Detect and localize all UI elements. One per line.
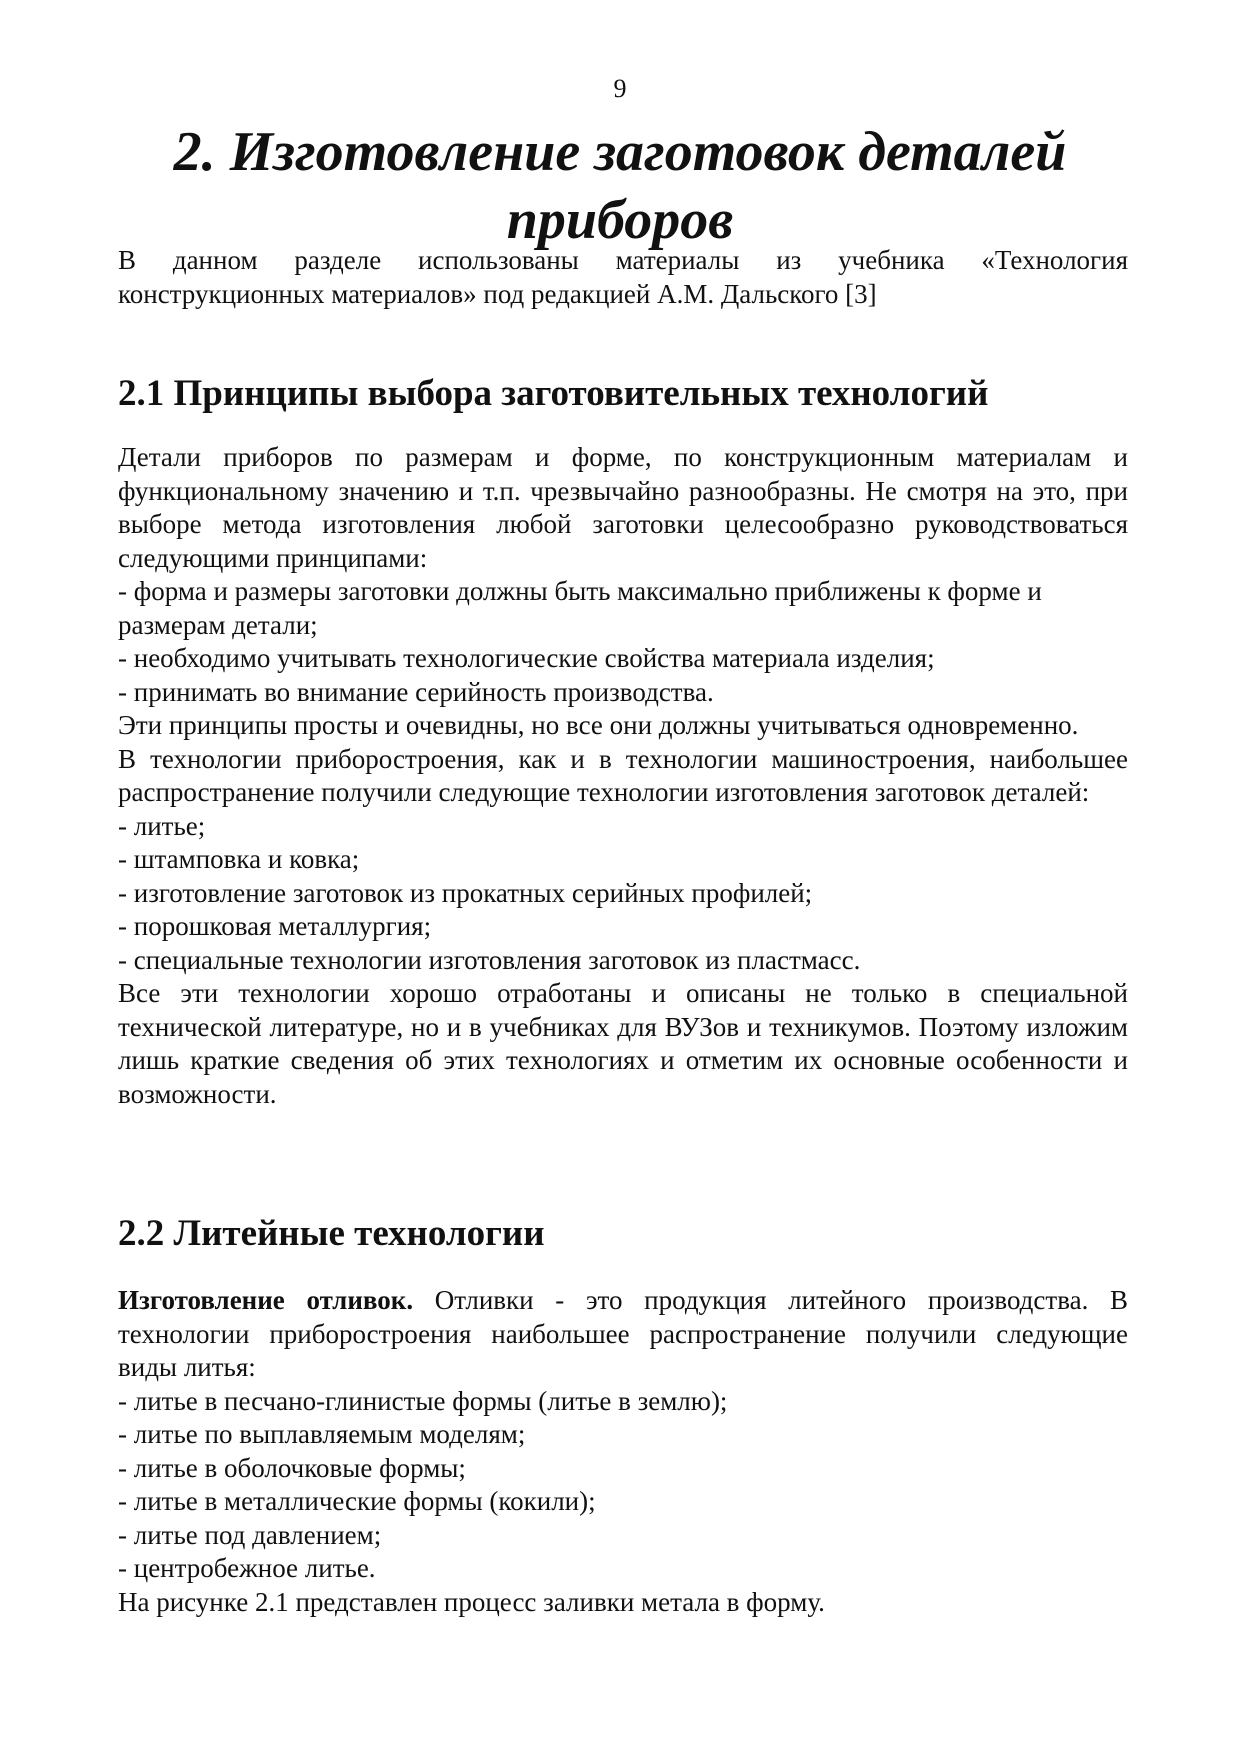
section-2-1-paragraph-4: Все эти технологии хорошо отработаны и описаны не только в специальной технической литературе, но и в учебниках для ВУЗов и техникумов. Поэтому изложим лишь краткие сведения об этих технологиях и отметим их основные особенности и возможности.: [118, 978, 1128, 1109]
list-item: - литье под давлением;: [118, 1519, 382, 1550]
intro-paragraph: В данном разделе использованы материалы из учебника «Технология конструкционных материалов» под редакцией А.М. Дальского [3]: [118, 245, 1128, 309]
chapter-title-line-1: 2. Изготовление заготовок деталей: [173, 121, 1067, 183]
list-item: - центробежное литье.: [118, 1553, 376, 1583]
list-item: - специальные технологии изготовления заготовок из пластмасс.: [118, 944, 861, 975]
section-2-2-title: 2.2 Литейные технологии: [118, 1213, 545, 1254]
section-2-1-paragraph-1: Детали приборов по размерам и форме, по конструкционным материалам и функциональному значению и т.п. чрезвычайно разнообразны. Не смотря на это, при выборе метода изготовления любой заготовки целесообразно руководствоваться следующими принципами:: [118, 442, 1128, 573]
list-item: - литье в оболочковые формы;: [118, 1452, 466, 1483]
lead-rest: Отливки - это продукция литейного производства. В технологии приборостроения наибольшее распространение получили следующие виды литья:: [118, 1285, 1128, 1382]
technologies-list: [118, 810, 1128, 978]
lead-phrase: Изготовление отливок.: [118, 1285, 414, 1315]
section-2-1-title: 2.1 Принципы выбора заготовительных технологий: [118, 373, 989, 414]
list-item: - литье в песчано-глинистые формы (литье в землю);: [118, 1385, 728, 1416]
section-2-1-body: [118, 441, 1128, 1111]
page-number: 9: [613, 74, 627, 103]
list-item: - порошковая металлургия;: [118, 911, 432, 941]
section-2-2-body: [118, 1284, 1128, 1619]
list-item: - литье;: [118, 810, 206, 841]
intro-block: [118, 244, 1128, 311]
list-item: - форма и размеры заготовки должны быть максимально приближены к форме и размерам детали;: [118, 576, 1042, 640]
casting-types-list: [118, 1385, 1128, 1586]
list-item: - принимать во внимание серийность производства.: [118, 676, 714, 707]
list-item: - литье по выплавляемым моделям;: [118, 1419, 526, 1449]
section-2-1-paragraph-2: Эти принципы просты и очевидны, но все они должны учитываться одновременно.: [118, 710, 1079, 740]
chapter-title-line-2: приборов: [506, 189, 734, 251]
section-2-2-paragraph-1: [118, 1284, 1128, 1385]
principles-list: [118, 575, 1128, 709]
section-2-2-closing: На рисунке 2.1 представлен процесс заливки метала в форму.: [118, 1586, 825, 1617]
list-item: - литье в металлические формы (кокили);: [118, 1486, 596, 1516]
section-2-1-paragraph-3: В технологии приборостроения, как и в технологии машиностроения, наибольшее распространение получили следующие технологии изготовления заготовок деталей:: [118, 743, 1128, 807]
list-item: - изготовление заготовок из прокатных серийных профилей;: [118, 877, 813, 908]
chapter-title: [60, 118, 1180, 254]
list-item: - необходимо учитывать технологические свойства материала изделия;: [118, 643, 935, 673]
list-item: - штамповка и ковка;: [118, 844, 360, 874]
